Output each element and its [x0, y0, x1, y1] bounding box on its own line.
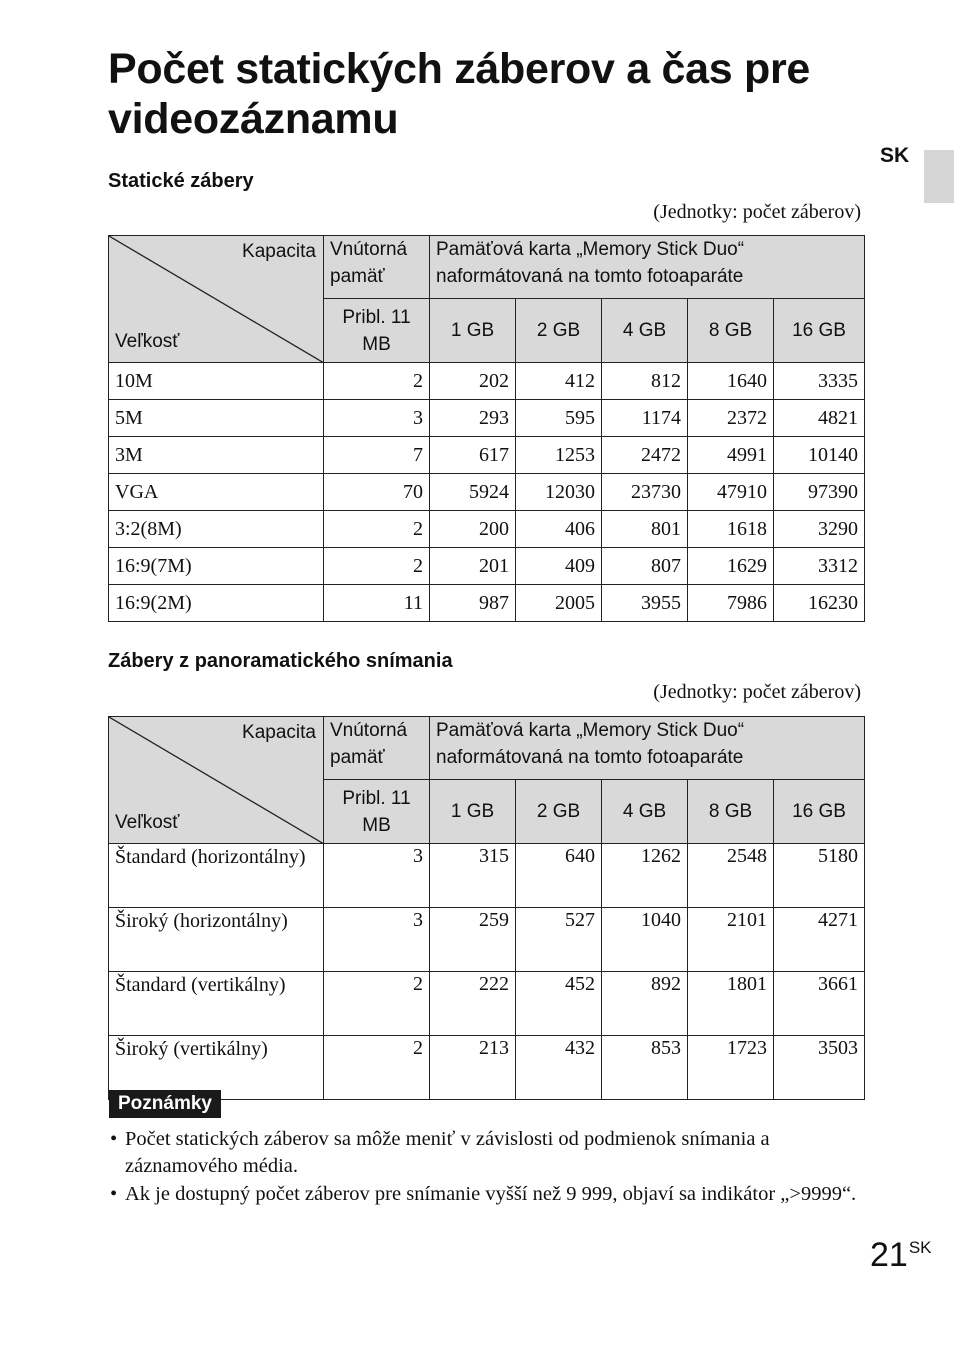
table-cell: 202: [430, 363, 516, 400]
table-row: [109, 511, 865, 548]
row-label: 3M: [109, 437, 324, 474]
page-number-suffix: SK: [908, 1238, 932, 1257]
row-label: Štandard (vertikálny): [109, 972, 324, 1036]
capacity-label: Kapacita: [242, 241, 316, 262]
row-label: 3:2(8M): [109, 511, 324, 548]
row-label: 5M: [109, 400, 324, 437]
row-label: Široký (vertikálny): [109, 1036, 324, 1100]
table-cell: 97390: [774, 474, 865, 511]
panorama-table: [108, 716, 865, 1100]
table-row: [109, 363, 865, 400]
card-size-header: 16 GB: [774, 780, 865, 844]
panorama-header-row: [109, 717, 865, 780]
table-cell: 2: [324, 1036, 430, 1100]
table-cell: 2: [324, 972, 430, 1036]
table-cell: 595: [516, 400, 602, 437]
notes-badge: Poznámky: [109, 1090, 221, 1118]
panorama-units-note: (Jednotky: počet záberov): [653, 681, 861, 703]
static-units-note: (Jednotky: počet záberov): [653, 201, 861, 223]
table-cell: 4821: [774, 400, 865, 437]
table-cell: 200: [430, 511, 516, 548]
table-cell: 2: [324, 511, 430, 548]
table-cell: 3955: [602, 585, 688, 622]
language-label: SK: [880, 144, 910, 167]
table-cell: 1262: [602, 844, 688, 908]
capacity-label: Kapacita: [242, 722, 316, 743]
table-cell: 3503: [774, 1036, 865, 1100]
card-size-header: 8 GB: [688, 299, 774, 363]
table-cell: 259: [430, 908, 516, 972]
table-cell: 23730: [602, 474, 688, 511]
table-cell: 412: [516, 363, 602, 400]
panorama-section-heading: Zábery z panoramatického snímania: [108, 650, 453, 672]
table-cell: 1618: [688, 511, 774, 548]
page-number: [870, 1236, 932, 1275]
static-table: [108, 235, 865, 622]
panorama-corner-header: [109, 717, 324, 844]
table-cell: 1174: [602, 400, 688, 437]
table-cell: 406: [516, 511, 602, 548]
table-cell: 7986: [688, 585, 774, 622]
table-cell: 1801: [688, 972, 774, 1036]
row-label: Štandard (horizontálny): [109, 844, 324, 908]
table-cell: 70: [324, 474, 430, 511]
table-cell: 2372: [688, 400, 774, 437]
table-cell: 47910: [688, 474, 774, 511]
card-size-header: 4 GB: [602, 299, 688, 363]
table-row: [109, 844, 865, 908]
table-cell: 2: [324, 363, 430, 400]
table-cell: 1629: [688, 548, 774, 585]
table-cell: 2: [324, 548, 430, 585]
table-cell: 807: [602, 548, 688, 585]
table-cell: 315: [430, 844, 516, 908]
language-tab-marker: [924, 150, 954, 203]
table-cell: 1253: [516, 437, 602, 474]
table-row: [109, 400, 865, 437]
row-label: 16:9(7M): [109, 548, 324, 585]
page-title: Počet statických záberov a čas pre videozáznamu: [108, 45, 811, 143]
table-cell: 1040: [602, 908, 688, 972]
table-cell: 2101: [688, 908, 774, 972]
internal-size-header: Pribl. 11 MB: [324, 299, 430, 363]
table-cell: 16230: [774, 585, 865, 622]
memory-card-header: Pamäťová karta „Memory Stick Duo“ naformátovaná na tomto fotoaparáte: [430, 717, 865, 780]
memory-card-header: Pamäťová karta „Memory Stick Duo“ naformátovaná na tomto fotoaparáte: [430, 236, 865, 299]
card-size-header: 2 GB: [516, 780, 602, 844]
table-cell: 10140: [774, 437, 865, 474]
table-cell: 293: [430, 400, 516, 437]
card-size-header: 2 GB: [516, 299, 602, 363]
card-size-header: 1 GB: [430, 299, 516, 363]
table-row: [109, 437, 865, 474]
table-cell: 4271: [774, 908, 865, 972]
table-row: [109, 548, 865, 585]
row-label: 16:9(2M): [109, 585, 324, 622]
table-cell: 452: [516, 972, 602, 1036]
table-cell: 527: [516, 908, 602, 972]
notes-list: [110, 1126, 870, 1209]
card-size-header: 4 GB: [602, 780, 688, 844]
table-cell: 801: [602, 511, 688, 548]
row-label: Široký (horizontálny): [109, 908, 324, 972]
table-cell: 1640: [688, 363, 774, 400]
table-cell: 1723: [688, 1036, 774, 1100]
table-cell: 11: [324, 585, 430, 622]
table-cell: 853: [602, 1036, 688, 1100]
card-size-header: 16 GB: [774, 299, 865, 363]
table-row: [109, 474, 865, 511]
table-cell: 3: [324, 400, 430, 437]
internal-memory-header: Vnútorná pamäť: [324, 717, 430, 780]
table-cell: 2472: [602, 437, 688, 474]
row-label: 10M: [109, 363, 324, 400]
table-row: [109, 972, 865, 1036]
table-cell: 201: [430, 548, 516, 585]
table-cell: 12030: [516, 474, 602, 511]
table-cell: 213: [430, 1036, 516, 1100]
table-cell: 640: [516, 844, 602, 908]
table-cell: 222: [430, 972, 516, 1036]
static-header-row: [109, 236, 865, 299]
size-label: Veľkosť: [115, 331, 180, 352]
table-cell: 432: [516, 1036, 602, 1100]
static-corner-header: [109, 236, 324, 363]
table-cell: 5180: [774, 844, 865, 908]
internal-memory-header: Vnútorná pamäť: [324, 236, 430, 299]
table-row: [109, 585, 865, 622]
table-cell: 617: [430, 437, 516, 474]
table-cell: 7: [324, 437, 430, 474]
static-section-heading: Statické zábery: [108, 170, 254, 192]
table-cell: 3661: [774, 972, 865, 1036]
table-cell: 3335: [774, 363, 865, 400]
static-table-body: [109, 363, 865, 622]
note-item: • Ak je dostupný počet záberov pre snímanie vyšší než 9 999, objaví sa indikátor „>9999“.: [110, 1181, 870, 1208]
table-cell: 2005: [516, 585, 602, 622]
table-row: [109, 908, 865, 972]
note-item: • Počet statických záberov sa môže meniť v závislosti od podmienok snímania a záznamového média.: [110, 1126, 870, 1180]
card-size-header: 1 GB: [430, 780, 516, 844]
table-cell: 3290: [774, 511, 865, 548]
table-cell: 4991: [688, 437, 774, 474]
page-number-value: 21: [870, 1236, 908, 1274]
table-cell: 987: [430, 585, 516, 622]
table-cell: 3312: [774, 548, 865, 585]
table-cell: 812: [602, 363, 688, 400]
size-label: Veľkosť: [115, 812, 180, 833]
table-row: [109, 1036, 865, 1100]
table-cell: 3: [324, 908, 430, 972]
table-cell: 892: [602, 972, 688, 1036]
table-cell: 3: [324, 844, 430, 908]
panorama-table-body: [109, 844, 865, 1100]
table-cell: 5924: [430, 474, 516, 511]
card-size-header: 8 GB: [688, 780, 774, 844]
internal-size-header: Pribl. 11 MB: [324, 780, 430, 844]
table-cell: 409: [516, 548, 602, 585]
row-label: VGA: [109, 474, 324, 511]
table-cell: 2548: [688, 844, 774, 908]
